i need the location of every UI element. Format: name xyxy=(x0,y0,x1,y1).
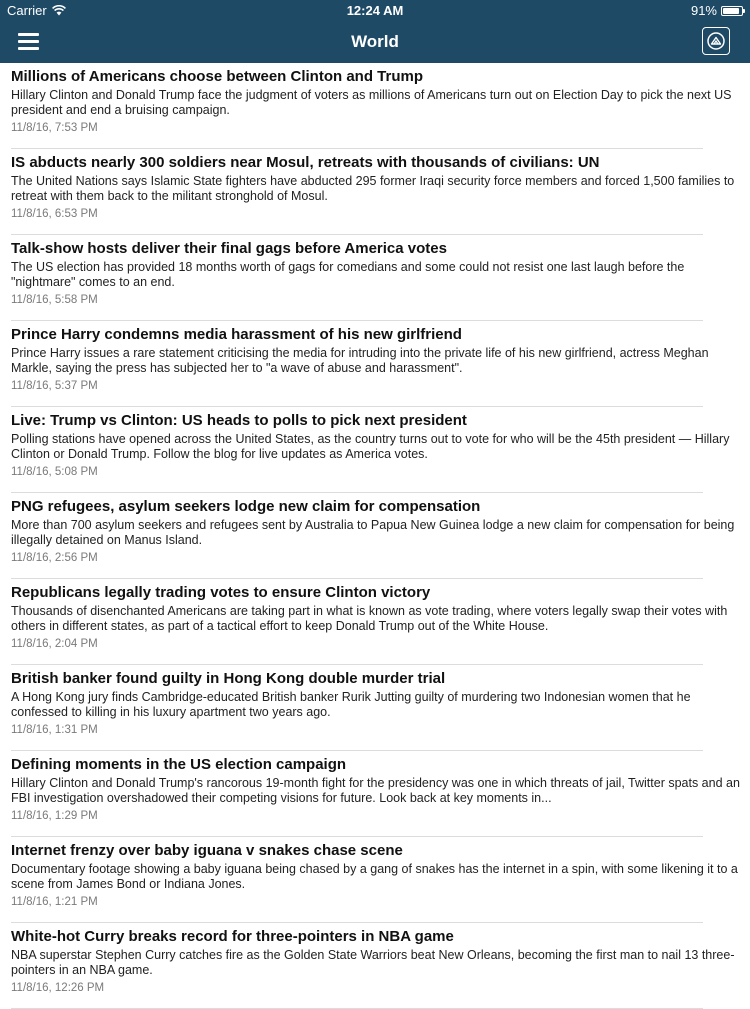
battery-percent: 91% xyxy=(690,3,717,18)
account-icon xyxy=(706,31,726,51)
article-item[interactable] xyxy=(0,923,750,1009)
article-headline: Millions of Americans choose between Clinton and Trump xyxy=(11,68,423,85)
article-headline: IS abducts nearly 300 soldiers near Mosul, retreats with thousands of civilians: UN xyxy=(11,154,600,171)
article-timestamp: 11/8/16, 5:37 PM xyxy=(11,380,98,392)
article-item[interactable] xyxy=(0,579,750,665)
status-time: 12:24 AM xyxy=(346,3,404,18)
article-timestamp: 11/8/16, 2:56 PM xyxy=(11,552,98,564)
navigation-bar xyxy=(0,22,750,63)
article-timestamp: 11/8/16, 5:58 PM xyxy=(11,294,98,306)
carrier-label: Carrier xyxy=(7,3,47,18)
article-summary: The United Nations says Islamic State fighters have abducted 295 former Iraqi security force members and forced 1,500 families to retreat with them back to the militant stronghold of Mosul. xyxy=(11,174,735,203)
article-summary: Thousands of disenchanted Americans are taking part in what is known as vote trading, where voters legally swap their votes with others in different states, as part of a tactical effort to keep Donald Trump out of the White House. xyxy=(11,604,728,633)
article-timestamp: 11/8/16, 7:53 PM xyxy=(11,122,98,134)
article-timestamp: 11/8/16, 1:31 PM xyxy=(11,724,98,736)
article-summary: Documentary footage showing a baby iguana being chased by a gang of snakes has the internet in a spin, with some likening it to a scene from James Bond or Indiana Jones. xyxy=(11,862,738,891)
article-summary: NBA superstar Stephen Curry catches fire as the Golden State Warriors beat New Orleans, becoming the first man to nail 13 three-pointers in an NBA game. xyxy=(11,948,735,977)
article-item[interactable] xyxy=(0,149,750,235)
article-headline: British banker found guilty in Hong Kong double murder trial xyxy=(11,670,446,687)
article-summary: More than 700 asylum seekers and refugees sent by Australia to Papua New Guinea lodge a new claim for compensation for being illegally detained on Manus Island. xyxy=(11,518,735,547)
page-title: World xyxy=(351,32,399,51)
article-timestamp: 11/8/16, 12:26 PM xyxy=(11,982,105,994)
article-summary: The US election has provided 18 months worth of gags for comedians and some could not resist one last laugh before the "nightmare" comes to an end. xyxy=(11,260,685,289)
article-timestamp: 11/8/16, 6:53 PM xyxy=(11,208,98,220)
article-item[interactable] xyxy=(0,235,750,321)
article-headline: PNG refugees, asylum seekers lodge new claim for compensation xyxy=(11,498,481,515)
article-item[interactable] xyxy=(0,493,750,579)
article-headline: Internet frenzy over baby iguana v snakes chase scene xyxy=(11,842,403,859)
battery-icon xyxy=(721,6,743,16)
article-timestamp: 11/8/16, 2:04 PM xyxy=(11,638,98,650)
article-item[interactable] xyxy=(0,407,750,493)
article-item[interactable] xyxy=(0,321,750,407)
battery-level xyxy=(723,8,739,14)
article-summary: Polling stations have opened across the United States, as the country turns out to vote for who will be the 45th president — Hillary Clinton or Donald Trump. Follow the blog for live updates as America votes. xyxy=(11,432,730,461)
article-item[interactable] xyxy=(0,665,750,751)
article-summary: Hillary Clinton and Donald Trump's rancorous 19-month fight for the presidency was one in which threats of jail, Twitter spats and an FBI investigation overshadowed their competing visions for future. Look back at key moments in... xyxy=(11,776,740,805)
battery-indicator xyxy=(691,3,743,18)
article-headline: White-hot Curry breaks record for three-pointers in NBA game xyxy=(11,928,454,945)
article-headline: Republicans legally trading votes to ensure Clinton victory xyxy=(11,584,431,601)
article-headline: Live: Trump vs Clinton: US heads to polls to pick next president xyxy=(11,412,467,429)
account-button[interactable] xyxy=(702,27,730,55)
status-bar xyxy=(0,0,750,22)
article-list xyxy=(0,63,750,1009)
article-timestamp: 11/8/16, 1:29 PM xyxy=(11,810,98,822)
article-timestamp: 11/8/16, 1:21 PM xyxy=(11,896,98,908)
article-summary: Prince Harry issues a rare statement criticising the media for intruding into the private life of his new girlfriend, actress Meghan Markle, saying the press has subjected her to "a wave of abuse and harassment". xyxy=(11,346,709,375)
article-item[interactable] xyxy=(0,63,750,149)
article-item[interactable] xyxy=(0,751,750,837)
article-item[interactable] xyxy=(0,837,750,923)
article-timestamp: 11/8/16, 5:08 PM xyxy=(11,466,98,478)
article-headline: Prince Harry condemns media harassment of his new girlfriend xyxy=(11,326,462,343)
article-headline: Talk-show hosts deliver their final gags before America votes xyxy=(11,240,447,257)
article-headline: Defining moments in the US election campaign xyxy=(11,756,347,773)
article-summary: A Hong Kong jury finds Cambridge-educated British banker Rurik Jutting guilty of murdering two Indonesian women that he confessed to killing in his luxury apartment two years ago. xyxy=(11,690,691,719)
article-summary: Hillary Clinton and Donald Trump face the judgment of voters as millions of Americans turn out on Election Day to pick the next US president and end a bruising campaign. xyxy=(11,88,732,117)
